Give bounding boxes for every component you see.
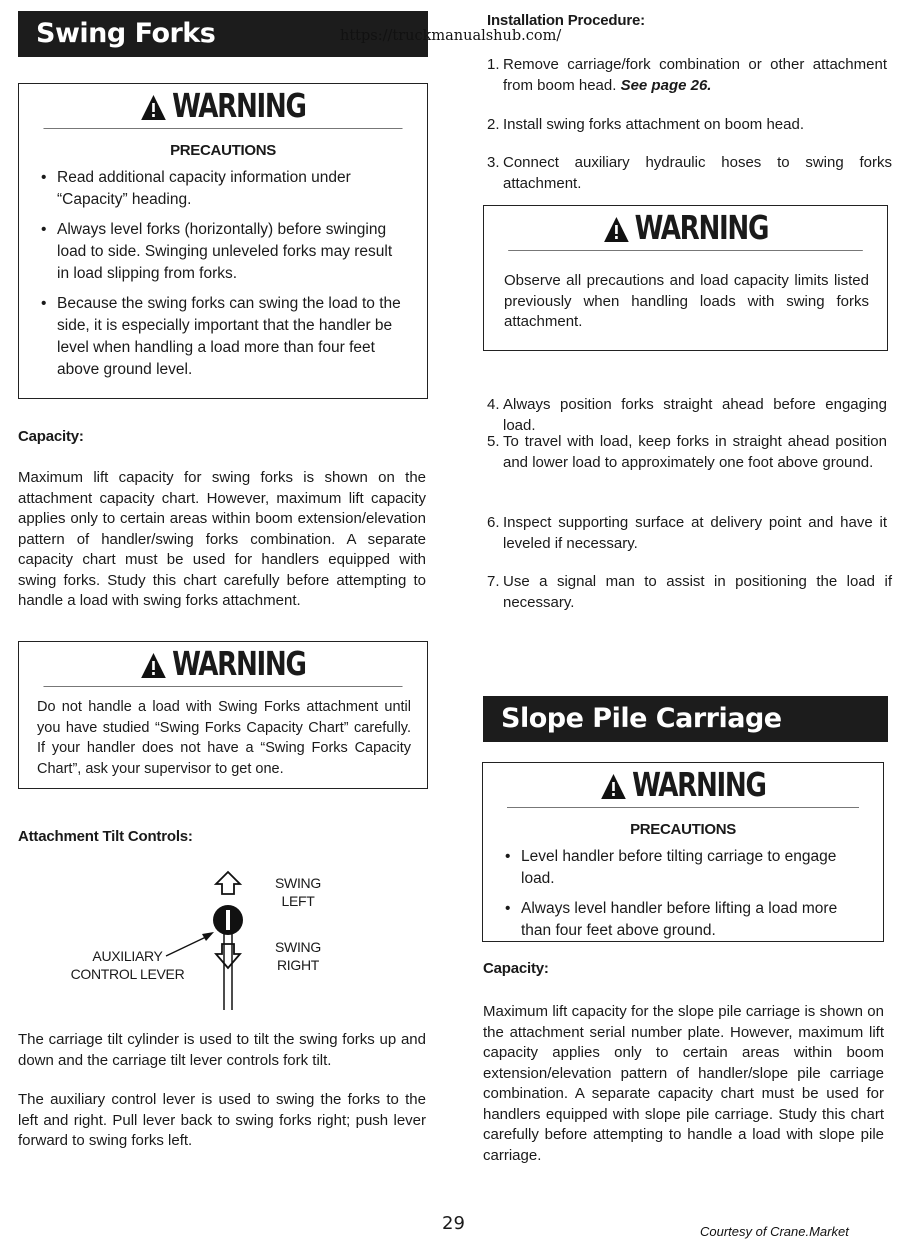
installation-heading: Installation Procedure:	[487, 12, 645, 29]
step-number: 2.	[487, 116, 500, 133]
warning-heading-text: WARNING	[634, 208, 769, 247]
warning-heading	[507, 763, 859, 808]
warning-triangle-icon	[140, 94, 166, 121]
tilt-paragraph-2: The auxiliary control lever is used to swing the forks to the left and right. Pull lever back to swing forks right; push lever forward to swing forks left.	[18, 1091, 426, 1149]
step-number: 5.	[487, 433, 500, 450]
precautions-subheading: PRECAUTIONS	[630, 821, 736, 838]
warning-heading-text: WARNING	[172, 86, 306, 125]
swing-right-line2: RIGHT	[276, 957, 320, 973]
precaution-item: • Because the swing forks can swing the load to the side, it is especially important that the handler be level when handling a load more than four feet above ground level.	[37, 293, 407, 381]
install-step	[487, 55, 887, 96]
swing-left-label	[268, 874, 328, 910]
step-text: Always position forks straight ahead before engaging load.	[503, 396, 887, 434]
step-text: Remove carriage/fork combination or other attachment from boom head.	[503, 56, 887, 94]
install-step	[487, 432, 887, 473]
slope-pile-carriage-title: Slope Pile Carriage	[483, 696, 888, 742]
aux-label-line1: AUXILIARY	[92, 948, 163, 964]
precaution-item: • Level handler before tilting carriage to engage load.	[501, 846, 859, 890]
install-step	[487, 395, 887, 436]
step-number: 4.	[487, 396, 500, 413]
aux-label-line2: CONTROL LEVER	[70, 966, 185, 982]
install-step	[487, 153, 892, 194]
capacity-heading: Capacity:	[18, 428, 84, 445]
footer-credit: Courtesy of Crane.Market	[700, 1224, 849, 1239]
swing-left-arrow-icon	[216, 872, 240, 894]
warning-triangle-icon	[603, 216, 629, 243]
warning-heading	[508, 206, 863, 251]
warning-triangle-icon	[600, 773, 626, 800]
warning-heading	[43, 84, 402, 129]
step-number: 1.	[487, 56, 500, 73]
warning-box-capacity-chart	[18, 641, 428, 789]
step-number: 3.	[487, 154, 500, 171]
precaution-item: • Read additional capacity information under “Capacity” heading.	[37, 167, 407, 211]
precaution-item: • Always level forks (horizontally) before swinging load to side. Swinging unleveled forks may result in load slipping from forks.	[37, 219, 407, 285]
precautions-subheading: PRECAUTIONS	[170, 142, 276, 159]
swing-right-line1: SWING	[275, 939, 321, 955]
step-number: 6.	[487, 514, 500, 531]
step-text: Install swing forks attachment on boom head.	[503, 116, 804, 133]
step-text: To travel with load, keep forks in straight ahead position and lower load to approximately one foot above ground.	[503, 433, 887, 471]
page-number: 29	[442, 1213, 465, 1234]
step-text: Use a signal man to assist in positioning the load if necessary.	[503, 573, 892, 611]
step-text: Connect auxiliary hydraulic hoses to swing forks attachment.	[503, 154, 892, 192]
warning-heading-text: WARNING	[172, 644, 306, 683]
page-reference-link[interactable]: See page 26.	[620, 76, 712, 94]
slope-capacity-heading: Capacity:	[483, 960, 549, 977]
warning-triangle-icon	[140, 652, 166, 679]
warning-box-observe-limits	[483, 205, 888, 351]
swing-left-line1: SWING	[275, 875, 321, 891]
auxiliary-lever-label	[70, 947, 185, 983]
step-number: 7.	[487, 573, 500, 590]
capacity-paragraph: Maximum lift capacity for swing forks is shown on the attachment capacity chart. However, maximum lift capacity applies only to certain areas within boom extension/elevation pattern of handler/swing forks combination. A separate capacity chart must be used for handlers equipped with swing forks. Study this chart carefully before attempting to handle a load with swing forks attachment.	[18, 469, 426, 609]
warning-text: Do not handle a load with Swing Forks attachment until you have studied “Swing Forks Capacity Chart” carefully. If your handler does not have a “Swing Forks Capacity Chart”, ask your supervisor to get one.	[37, 699, 411, 777]
auxiliary-lever-diagram	[150, 870, 270, 1015]
warning-box-precautions	[18, 83, 428, 399]
swing-right-arrow-icon	[216, 944, 240, 968]
warning-box-slope-precautions	[482, 762, 884, 942]
warning-heading-text: WARNING	[632, 765, 766, 804]
install-step	[487, 115, 887, 136]
slope-capacity-paragraph: Maximum lift capacity for the slope pile carriage is shown on the attachment serial number plate. However, maximum lift capacity applies only to certain areas within boom extension/elevation pattern of handler/slope pile carriage combination. A separate capacity chart must be used for handlers equipped with slope pile carriage. Study this chart carefully before attempting to handle a load with slope pile carriage.	[483, 1003, 884, 1164]
install-step	[487, 513, 887, 554]
warning-text: Observe all precautions and load capacity limits listed previously when handling loads with swing forks attachment.	[504, 272, 869, 330]
tilt-controls-heading: Attachment Tilt Controls:	[18, 828, 193, 845]
swing-right-label	[268, 938, 328, 974]
tilt-paragraph-1: The carriage tilt cylinder is used to tilt the swing forks up and down and the carriage tilt lever controls fork tilt.	[18, 1031, 426, 1069]
swing-left-line2: LEFT	[281, 893, 315, 909]
swing-forks-title: Swing Forks	[18, 11, 428, 57]
watermark-url[interactable]: https://truckmanualshub.com/	[340, 28, 562, 44]
install-step	[487, 572, 892, 613]
warning-heading	[43, 642, 402, 687]
precaution-item: • Always level handler before lifting a load more than four feet above ground.	[501, 898, 859, 942]
step-text: Inspect supporting surface at delivery point and have it leveled if necessary.	[503, 514, 887, 552]
